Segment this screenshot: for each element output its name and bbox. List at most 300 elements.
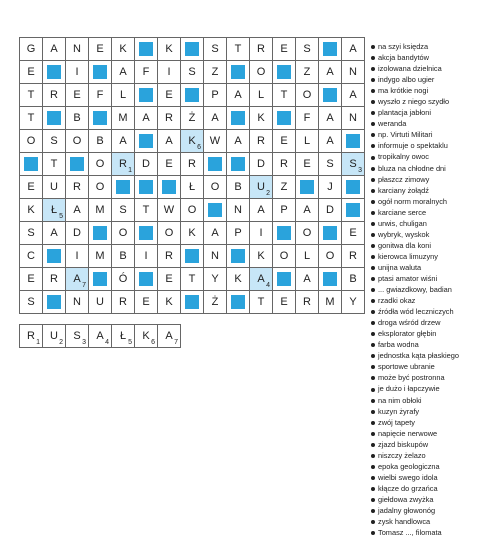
clue-text: akcja bandytów xyxy=(378,53,429,63)
grid-cell[interactable] xyxy=(227,176,250,199)
cell-letter: O xyxy=(256,66,266,78)
grid-cell[interactable] xyxy=(112,245,135,268)
clue-item xyxy=(371,262,459,273)
grid-block xyxy=(43,291,66,314)
grid-cell[interactable] xyxy=(227,130,250,153)
grid-cell[interactable] xyxy=(158,107,181,130)
cell-letter: T xyxy=(27,112,35,124)
bullet-icon xyxy=(371,156,375,160)
clue-item xyxy=(371,52,459,63)
grid-cell[interactable] xyxy=(319,291,342,314)
grid-cell[interactable] xyxy=(204,291,227,314)
cell-letter: L xyxy=(303,135,311,147)
cell-letter: A xyxy=(349,89,357,101)
grid-cell[interactable] xyxy=(43,84,66,107)
cell-letter: E xyxy=(280,135,288,147)
grid-cell[interactable] xyxy=(250,61,273,84)
cell-letter: I xyxy=(75,250,79,262)
grid-cell[interactable] xyxy=(66,176,89,199)
grid-block xyxy=(227,153,250,176)
grid-cell[interactable] xyxy=(135,153,158,176)
grid-cell[interactable] xyxy=(43,176,66,199)
grid-cell[interactable] xyxy=(20,107,43,130)
grid-cell[interactable] xyxy=(43,130,66,153)
grid-cell[interactable] xyxy=(250,176,273,199)
grid-block xyxy=(227,291,250,314)
grid-cell[interactable] xyxy=(227,199,250,222)
grid-cell[interactable] xyxy=(158,245,181,268)
cell-letter: P xyxy=(280,204,288,216)
cell-letter: F xyxy=(142,66,150,78)
grid-cell[interactable] xyxy=(112,268,135,291)
clue-text: indygo albo ugier xyxy=(378,75,435,85)
clue-item xyxy=(371,483,459,494)
cell-letter: E xyxy=(165,273,173,285)
cell-letter: A xyxy=(326,112,334,124)
grid-cell[interactable] xyxy=(250,107,273,130)
grid-cell[interactable] xyxy=(43,222,66,245)
clue-text: unijna waluta xyxy=(378,262,422,272)
cell-number: 1 xyxy=(128,167,132,174)
cell-letter: A xyxy=(326,135,334,147)
grid-cell[interactable] xyxy=(135,245,158,268)
grid-cell[interactable] xyxy=(296,107,319,130)
cell-letter: K xyxy=(165,43,173,55)
grid-cell[interactable] xyxy=(20,176,43,199)
cell-letter: O xyxy=(72,135,82,147)
grid-cell[interactable] xyxy=(89,38,112,61)
grid-cell[interactable] xyxy=(112,199,135,222)
grid-cell[interactable] xyxy=(296,61,319,84)
grid-cell[interactable] xyxy=(296,84,319,107)
grid-cell[interactable] xyxy=(135,325,158,348)
grid-cell[interactable] xyxy=(89,325,112,348)
grid-cell[interactable] xyxy=(89,130,112,153)
grid-cell[interactable] xyxy=(89,245,112,268)
grid-cell[interactable] xyxy=(296,291,319,314)
grid-cell[interactable] xyxy=(319,153,342,176)
cell-letter: A xyxy=(349,43,357,55)
clue-text: zjazd biskupów xyxy=(378,439,429,449)
cell-letter: Ż xyxy=(188,112,196,124)
bullet-icon xyxy=(371,432,375,436)
clue-text: tropikalny owoc xyxy=(378,152,429,162)
cell-letter: T xyxy=(234,43,242,55)
grid-cell[interactable] xyxy=(250,130,273,153)
clue-item xyxy=(371,350,459,361)
bullet-icon xyxy=(371,122,375,126)
grid-cell[interactable] xyxy=(20,325,43,348)
clue-item xyxy=(371,218,459,229)
grid-cell[interactable] xyxy=(66,130,89,153)
cell-letter: U xyxy=(50,181,58,193)
grid-cell[interactable] xyxy=(20,245,43,268)
cell-letter: A xyxy=(73,273,81,285)
cell-letter: N xyxy=(234,204,242,216)
cell-letter: R xyxy=(73,181,81,193)
grid-cell[interactable] xyxy=(89,84,112,107)
grid-cell[interactable] xyxy=(204,268,227,291)
grid-cell[interactable] xyxy=(250,38,273,61)
clue-item xyxy=(371,63,459,74)
grid-cell[interactable] xyxy=(66,38,89,61)
grid-block xyxy=(227,245,250,268)
cell-letter: D xyxy=(73,227,81,239)
cell-letter: A xyxy=(119,66,127,78)
cell-letter: A xyxy=(211,112,219,124)
cell-number: 6 xyxy=(197,144,201,151)
cell-letter: O xyxy=(302,89,312,101)
grid-cell[interactable] xyxy=(204,84,227,107)
grid-cell[interactable] xyxy=(319,245,342,268)
cell-letter: S xyxy=(211,43,219,55)
grid-cell[interactable] xyxy=(135,199,158,222)
grid-cell[interactable] xyxy=(342,38,365,61)
grid-block xyxy=(204,153,227,176)
grid-cell[interactable] xyxy=(20,291,43,314)
grid-cell[interactable] xyxy=(296,199,319,222)
grid-cell[interactable] xyxy=(342,153,365,176)
cell-letter: E xyxy=(165,158,173,170)
cell-letter: D xyxy=(326,204,334,216)
clue-text: kierowca limuzyny xyxy=(378,251,438,261)
clue-text: kłącze do grzańca xyxy=(378,483,438,493)
grid-cell[interactable] xyxy=(342,61,365,84)
grid-cell[interactable] xyxy=(20,199,43,222)
cell-letter: R xyxy=(165,250,173,262)
grid-cell[interactable] xyxy=(181,199,204,222)
clue-text: epoka geologiczna xyxy=(378,461,440,471)
cell-letter: R xyxy=(119,158,127,170)
bullet-icon xyxy=(371,509,375,513)
bullet-icon xyxy=(371,465,375,469)
clue-text: Tomasz ..., filomata xyxy=(378,528,442,538)
grid-cell[interactable] xyxy=(158,38,181,61)
grid-cell[interactable] xyxy=(66,291,89,314)
cell-letter: A xyxy=(234,135,242,147)
cell-letter: A xyxy=(73,204,81,216)
grid-cell[interactable] xyxy=(319,61,342,84)
grid-cell[interactable] xyxy=(250,291,273,314)
bullet-icon xyxy=(371,277,375,281)
grid-cell[interactable] xyxy=(66,222,89,245)
grid-cell[interactable] xyxy=(89,176,112,199)
answer-strip xyxy=(19,324,181,348)
clue-item xyxy=(371,284,459,295)
grid-cell[interactable] xyxy=(296,153,319,176)
clue-text: urwis, chuligan xyxy=(378,218,427,228)
grid-cell[interactable] xyxy=(158,130,181,153)
grid-cell[interactable] xyxy=(204,222,227,245)
grid-cell[interactable] xyxy=(135,291,158,314)
grid-cell[interactable] xyxy=(204,107,227,130)
grid-cell[interactable] xyxy=(319,130,342,153)
grid-cell[interactable] xyxy=(273,130,296,153)
grid-cell[interactable] xyxy=(20,61,43,84)
bullet-icon xyxy=(371,189,375,193)
grid-cell[interactable] xyxy=(112,84,135,107)
grid-cell[interactable] xyxy=(112,61,135,84)
grid-block xyxy=(43,61,66,84)
cell-letter: I xyxy=(75,66,79,78)
bullet-icon xyxy=(371,443,375,447)
grid-cell[interactable] xyxy=(181,268,204,291)
clue-item xyxy=(371,140,459,151)
cell-letter: N xyxy=(73,296,81,308)
cell-number: 5 xyxy=(128,339,132,346)
grid-cell[interactable] xyxy=(181,153,204,176)
grid-cell[interactable] xyxy=(66,199,89,222)
grid-cell[interactable] xyxy=(43,153,66,176)
grid-cell[interactable] xyxy=(204,245,227,268)
cell-letter: S xyxy=(73,330,81,342)
grid-cell[interactable] xyxy=(112,153,135,176)
grid-cell[interactable] xyxy=(89,291,112,314)
cell-letter: A xyxy=(165,330,173,342)
grid-block xyxy=(342,176,365,199)
grid-cell[interactable] xyxy=(319,176,342,199)
clue-item xyxy=(371,151,459,162)
grid-cell[interactable] xyxy=(250,153,273,176)
cell-letter: F xyxy=(96,89,104,101)
cell-letter: B xyxy=(96,135,104,147)
clue-item xyxy=(371,527,459,538)
grid-cell[interactable] xyxy=(89,153,112,176)
clue-item xyxy=(371,406,459,417)
grid-cell[interactable] xyxy=(112,291,135,314)
grid-cell[interactable] xyxy=(66,245,89,268)
cell-letter: A xyxy=(165,135,173,147)
grid-cell[interactable] xyxy=(319,199,342,222)
grid-cell[interactable] xyxy=(227,84,250,107)
cell-letter: A xyxy=(326,66,334,78)
cell-letter: R xyxy=(257,43,265,55)
clue-item xyxy=(371,107,459,118)
grid-cell[interactable] xyxy=(296,268,319,291)
grid-cell[interactable] xyxy=(319,107,342,130)
cell-letter: S xyxy=(119,204,127,216)
cell-letter: B xyxy=(73,112,81,124)
bullet-icon xyxy=(371,354,375,358)
grid-cell[interactable] xyxy=(135,107,158,130)
grid-cell[interactable] xyxy=(112,107,135,130)
cell-letter: N xyxy=(211,250,219,262)
grid-cell[interactable] xyxy=(158,291,181,314)
bullet-icon xyxy=(371,310,375,314)
cell-letter: O xyxy=(187,204,197,216)
clue-text: jednostka kąta płaskiego xyxy=(378,351,459,361)
grid-cell[interactable] xyxy=(43,268,66,291)
bullet-icon xyxy=(371,100,375,104)
bullet-icon xyxy=(371,332,375,336)
bullet-icon xyxy=(371,167,375,171)
bullet-icon xyxy=(371,399,375,403)
grid-cell[interactable] xyxy=(20,130,43,153)
cell-letter: O xyxy=(118,227,128,239)
clue-text: karciany żołądź xyxy=(378,185,429,195)
grid-cell[interactable] xyxy=(273,153,296,176)
grid-cell[interactable] xyxy=(20,268,43,291)
clue-text: jadalny głowonóg xyxy=(378,505,436,515)
clue-item xyxy=(371,317,459,328)
grid-cell[interactable] xyxy=(250,84,273,107)
cell-letter: T xyxy=(280,89,288,101)
cell-letter: E xyxy=(27,181,35,193)
clue-item xyxy=(371,417,459,428)
grid-cell[interactable] xyxy=(181,176,204,199)
grid-cell[interactable] xyxy=(273,291,296,314)
grid-cell[interactable] xyxy=(250,222,273,245)
grid-cell[interactable] xyxy=(181,107,204,130)
clue-text: gonitwa dla koni xyxy=(378,240,432,250)
clue-item xyxy=(371,240,459,251)
grid-cell[interactable] xyxy=(66,325,89,348)
grid-cell[interactable] xyxy=(227,38,250,61)
grid-cell[interactable] xyxy=(296,222,319,245)
cell-letter: E xyxy=(280,296,288,308)
grid-cell[interactable] xyxy=(43,325,66,348)
clue-text: ... gwiazdkowy, badian xyxy=(378,285,452,295)
grid-cell[interactable] xyxy=(112,130,135,153)
grid-cell[interactable] xyxy=(43,38,66,61)
grid-cell[interactable] xyxy=(112,222,135,245)
grid-cell[interactable] xyxy=(43,199,66,222)
grid-cell[interactable] xyxy=(66,268,89,291)
clue-item xyxy=(371,372,459,383)
grid-cell[interactable] xyxy=(250,268,273,291)
grid-cell[interactable] xyxy=(342,268,365,291)
grid-cell[interactable] xyxy=(158,222,181,245)
grid-cell[interactable] xyxy=(227,222,250,245)
grid-cell[interactable] xyxy=(112,325,135,348)
cell-letter: I xyxy=(144,250,148,262)
cell-letter: Ł xyxy=(188,181,196,193)
cell-letter: O xyxy=(26,135,36,147)
cell-letter: N xyxy=(349,66,357,78)
grid-cell[interactable] xyxy=(250,199,273,222)
clue-list xyxy=(371,41,459,538)
grid-cell[interactable] xyxy=(158,325,181,348)
grid-cell[interactable] xyxy=(296,38,319,61)
cell-letter: O xyxy=(95,158,105,170)
cell-letter: A xyxy=(119,135,127,147)
grid-cell[interactable] xyxy=(273,38,296,61)
grid-cell[interactable] xyxy=(20,84,43,107)
clue-text: wyszło z niego szydło xyxy=(378,97,450,107)
grid-cell[interactable] xyxy=(66,61,89,84)
cell-number: 2 xyxy=(59,339,63,346)
clue-text: wybryk, wyskok xyxy=(378,229,430,239)
grid-cell[interactable] xyxy=(112,38,135,61)
grid-cell[interactable] xyxy=(296,245,319,268)
cell-letter: E xyxy=(303,158,311,170)
grid-block xyxy=(181,291,204,314)
cell-letter: Ż xyxy=(211,296,219,308)
bullet-icon xyxy=(371,144,375,148)
grid-cell[interactable] xyxy=(158,153,181,176)
cell-number: 3 xyxy=(82,339,86,346)
grid-cell[interactable] xyxy=(66,84,89,107)
grid-cell[interactable] xyxy=(296,130,319,153)
clue-item xyxy=(371,339,459,350)
clue-text: farba wodna xyxy=(378,340,419,350)
clue-text: ptasi amator wiśni xyxy=(378,273,438,283)
clue-item xyxy=(371,461,459,472)
grid-block xyxy=(181,245,204,268)
grid-cell[interactable] xyxy=(273,176,296,199)
cell-letter: W xyxy=(209,135,221,147)
grid-block xyxy=(43,245,66,268)
cell-letter: J xyxy=(327,181,333,193)
grid-cell[interactable] xyxy=(158,268,181,291)
grid-cell[interactable] xyxy=(204,130,227,153)
clue-text: może być postronna xyxy=(378,373,445,383)
cell-letter: Y xyxy=(349,296,357,308)
clue-text: napięcie nerwowe xyxy=(378,428,438,438)
clue-text: płaszcz zimowy xyxy=(378,174,430,184)
grid-cell[interactable] xyxy=(158,199,181,222)
grid-cell[interactable] xyxy=(250,245,273,268)
grid-cell[interactable] xyxy=(89,199,112,222)
bullet-icon xyxy=(371,244,375,248)
grid-cell[interactable] xyxy=(158,61,181,84)
cell-letter: B xyxy=(234,181,242,193)
cell-letter: K xyxy=(119,43,127,55)
grid-cell[interactable] xyxy=(20,222,43,245)
grid-cell[interactable] xyxy=(342,245,365,268)
grid-block xyxy=(296,176,319,199)
cell-letter: K xyxy=(257,250,265,262)
grid-cell[interactable] xyxy=(204,38,227,61)
cell-letter: A xyxy=(303,273,311,285)
cell-letter: T xyxy=(27,89,35,101)
clue-item xyxy=(371,328,459,339)
cell-number: 1 xyxy=(36,339,40,346)
grid-cell[interactable] xyxy=(20,38,43,61)
grid-block xyxy=(273,268,296,291)
grid-cell[interactable] xyxy=(135,61,158,84)
cell-letter: R xyxy=(349,250,357,262)
grid-block xyxy=(135,130,158,153)
grid-cell[interactable] xyxy=(227,268,250,291)
grid-cell[interactable] xyxy=(342,291,365,314)
grid-cell[interactable] xyxy=(342,107,365,130)
cell-number: 7 xyxy=(174,339,178,346)
grid-block xyxy=(89,107,112,130)
grid-cell[interactable] xyxy=(273,199,296,222)
grid-cell[interactable] xyxy=(158,84,181,107)
cell-letter: E xyxy=(96,43,104,55)
cell-letter: A xyxy=(211,227,219,239)
clue-item xyxy=(371,505,459,516)
bullet-icon xyxy=(371,376,375,380)
grid-cell[interactable] xyxy=(342,222,365,245)
grid-cell[interactable] xyxy=(181,130,204,153)
grid-cell[interactable] xyxy=(181,222,204,245)
grid-block xyxy=(89,268,112,291)
cell-letter: E xyxy=(349,227,357,239)
grid-cell[interactable] xyxy=(204,176,227,199)
grid-cell[interactable] xyxy=(66,107,89,130)
grid-cell[interactable] xyxy=(181,61,204,84)
grid-cell[interactable] xyxy=(273,84,296,107)
grid-cell[interactable] xyxy=(273,245,296,268)
cell-letter: P xyxy=(234,227,242,239)
grid-block xyxy=(112,176,135,199)
grid-cell[interactable] xyxy=(342,84,365,107)
grid-cell[interactable] xyxy=(204,61,227,84)
clue-item xyxy=(371,85,459,96)
